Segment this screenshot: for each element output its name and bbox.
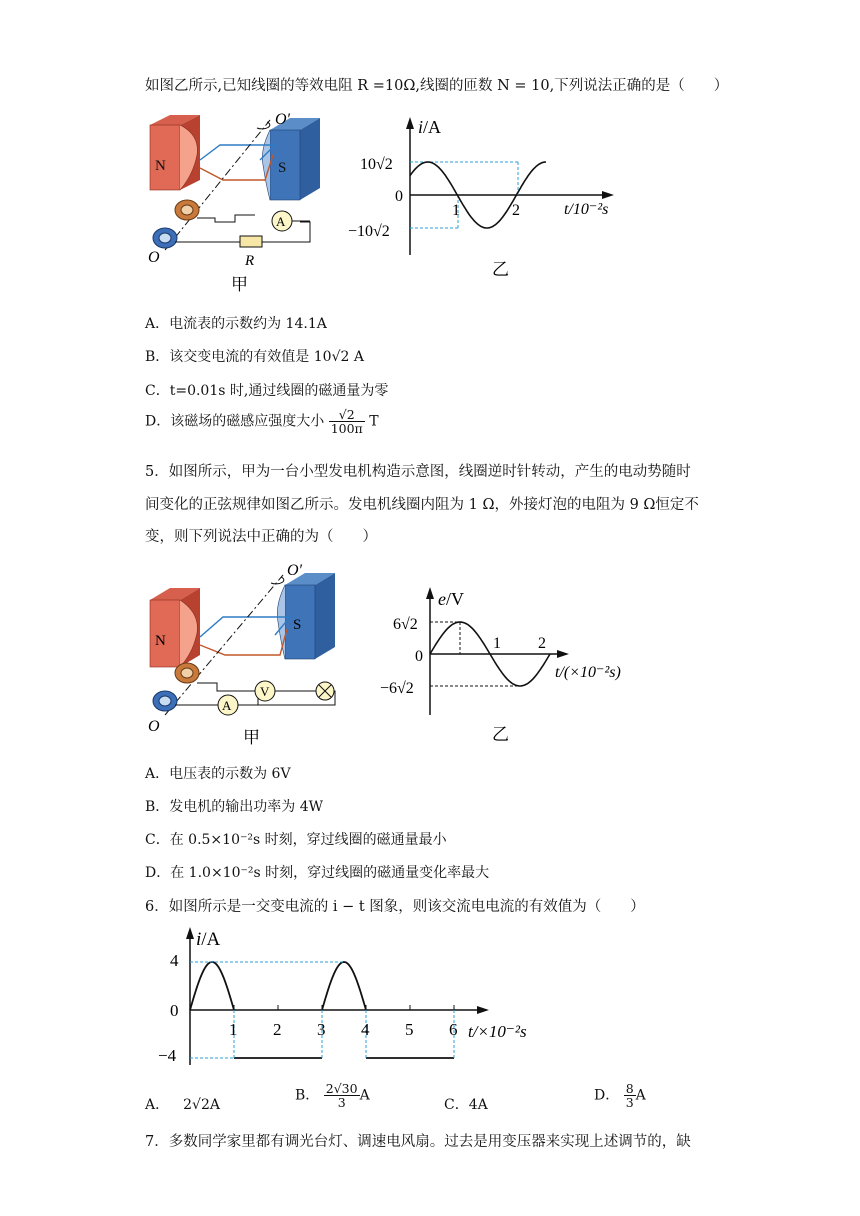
fig-caption-jia: 甲 — [243, 728, 260, 747]
xtick-1: 1 — [452, 202, 460, 219]
xtick-2: 2 — [273, 1020, 282, 1039]
xtick-2: 2 — [512, 202, 520, 219]
q6-option-d: D． $\frac{8}{3}$ A — [594, 1081, 646, 1111]
ytick-neg4: −4 — [158, 1046, 177, 1065]
xtick-4: 4 — [361, 1020, 370, 1039]
q6-option-b: B． $\frac{2√30}{3}$ A — [295, 1081, 370, 1111]
ammeter-label: A — [276, 214, 286, 229]
svg-text:e/V: e/V — [438, 589, 464, 609]
q5-option-c: C．在 0.5×10⁻²s 时刻，穿过线圈的磁通量最小 — [145, 832, 447, 848]
x-axis-label: t/(×10⁻²s) — [555, 664, 621, 681]
s-pole-label: S — [278, 160, 287, 176]
q5-option-d: D．在 1.0×10⁻²s 时刻，穿过线圈的磁通量变化率最大 — [145, 865, 490, 881]
voltmeter-label: V — [260, 684, 270, 699]
ytick-pos: 10√2 — [360, 156, 393, 173]
q5-stem-line1: 5．如图所示，甲为一台小型发电机构造示意图，线圈逆时针转动，产生的电动势随时 — [145, 464, 691, 480]
ytick-0: 0 — [170, 1001, 179, 1020]
q4-option-a: A．电流表的示数约为 14.1A — [145, 316, 327, 332]
fig-caption-jia: 甲 — [231, 275, 248, 294]
resistor-label: R — [245, 253, 255, 269]
q5-option-a: A．电压表的示数为 6V — [145, 766, 291, 782]
axis-label: O′ — [287, 562, 303, 579]
n-pole-label: N — [155, 633, 166, 649]
q6-option-c: C．4A — [444, 1097, 488, 1113]
series-segment-2 — [322, 962, 366, 1010]
q5-emf-graph — [375, 585, 645, 750]
q4-option-c: C．t=0.01s 时,通过线圈的磁通量为零 — [145, 383, 389, 399]
xtick-2: 2 — [538, 635, 546, 652]
ytick-zero: 0 — [395, 188, 403, 205]
q5-stem-line2: 间变化的正弦规律如图乙所示。发电机线圈内阻为 1 Ω，外接灯泡的电阻为 9 Ω恒定不 — [145, 497, 699, 513]
xtick-3: 3 — [317, 1020, 326, 1039]
q4-current-graph — [340, 115, 630, 285]
x-axis-label: t/10⁻²s — [564, 201, 609, 218]
q4-stem: 如图乙所示,已知线圈的等效电阻 R =10Ω,线圈的匝数 N = 10,下列说法正确的是（ ） — [145, 78, 729, 94]
q4-option-b: B．该交变电流的有效值是 10√2 A — [145, 349, 364, 365]
ytick-neg: −6√2 — [380, 680, 414, 697]
xtick-1: 1 — [493, 635, 501, 652]
ytick-pos: 6√2 — [393, 616, 418, 633]
ytick-4: 4 — [170, 951, 179, 970]
xtick-5: 5 — [405, 1020, 414, 1039]
xtick-6: 6 — [449, 1020, 458, 1039]
fig-caption-yi: 乙 — [492, 260, 509, 279]
x-axis-label: t/×10⁻²s — [468, 1022, 527, 1041]
q5-stem-line3: 变，则下列说法中正确的为（ ） — [145, 529, 377, 545]
origin-label: O — [148, 249, 160, 266]
ytick-zero: 0 — [415, 648, 423, 665]
q4-option-d: D．该磁场的磁感应强度大小 $\frac{√2}{100\pi}$ T — [145, 407, 379, 437]
q6-current-graph — [150, 925, 550, 1075]
q5-generator-diagram — [145, 555, 350, 750]
q4-generator-diagram — [145, 110, 335, 295]
axis-label: O′ — [275, 111, 291, 128]
series-segment-0 — [190, 962, 234, 1010]
xtick-1: 1 — [229, 1020, 238, 1039]
q6-stem: 6．如图所示是一交变电流的 i − t 图象，则该交流电电流的有效值为（ ） — [145, 899, 645, 915]
origin-label: O — [148, 718, 160, 735]
ytick-neg: −10√2 — [348, 223, 390, 240]
fig-caption-yi: 乙 — [492, 725, 509, 744]
q6-option-a: A． 2√2A — [145, 1097, 220, 1113]
q7-stem: 7．多数同学家里都有调光台灯、调速电风扇。过去是用变压器来实现上述调节的，缺 — [145, 1134, 691, 1150]
s-pole-label: S — [293, 617, 302, 633]
q5-option-b: B．发电机的输出功率为 4W — [145, 799, 324, 815]
n-pole-label: N — [155, 158, 166, 174]
svg-text:i/A: i/A — [418, 117, 442, 137]
svg-text:i/A: i/A — [196, 929, 221, 950]
ammeter-label: A — [222, 698, 232, 713]
